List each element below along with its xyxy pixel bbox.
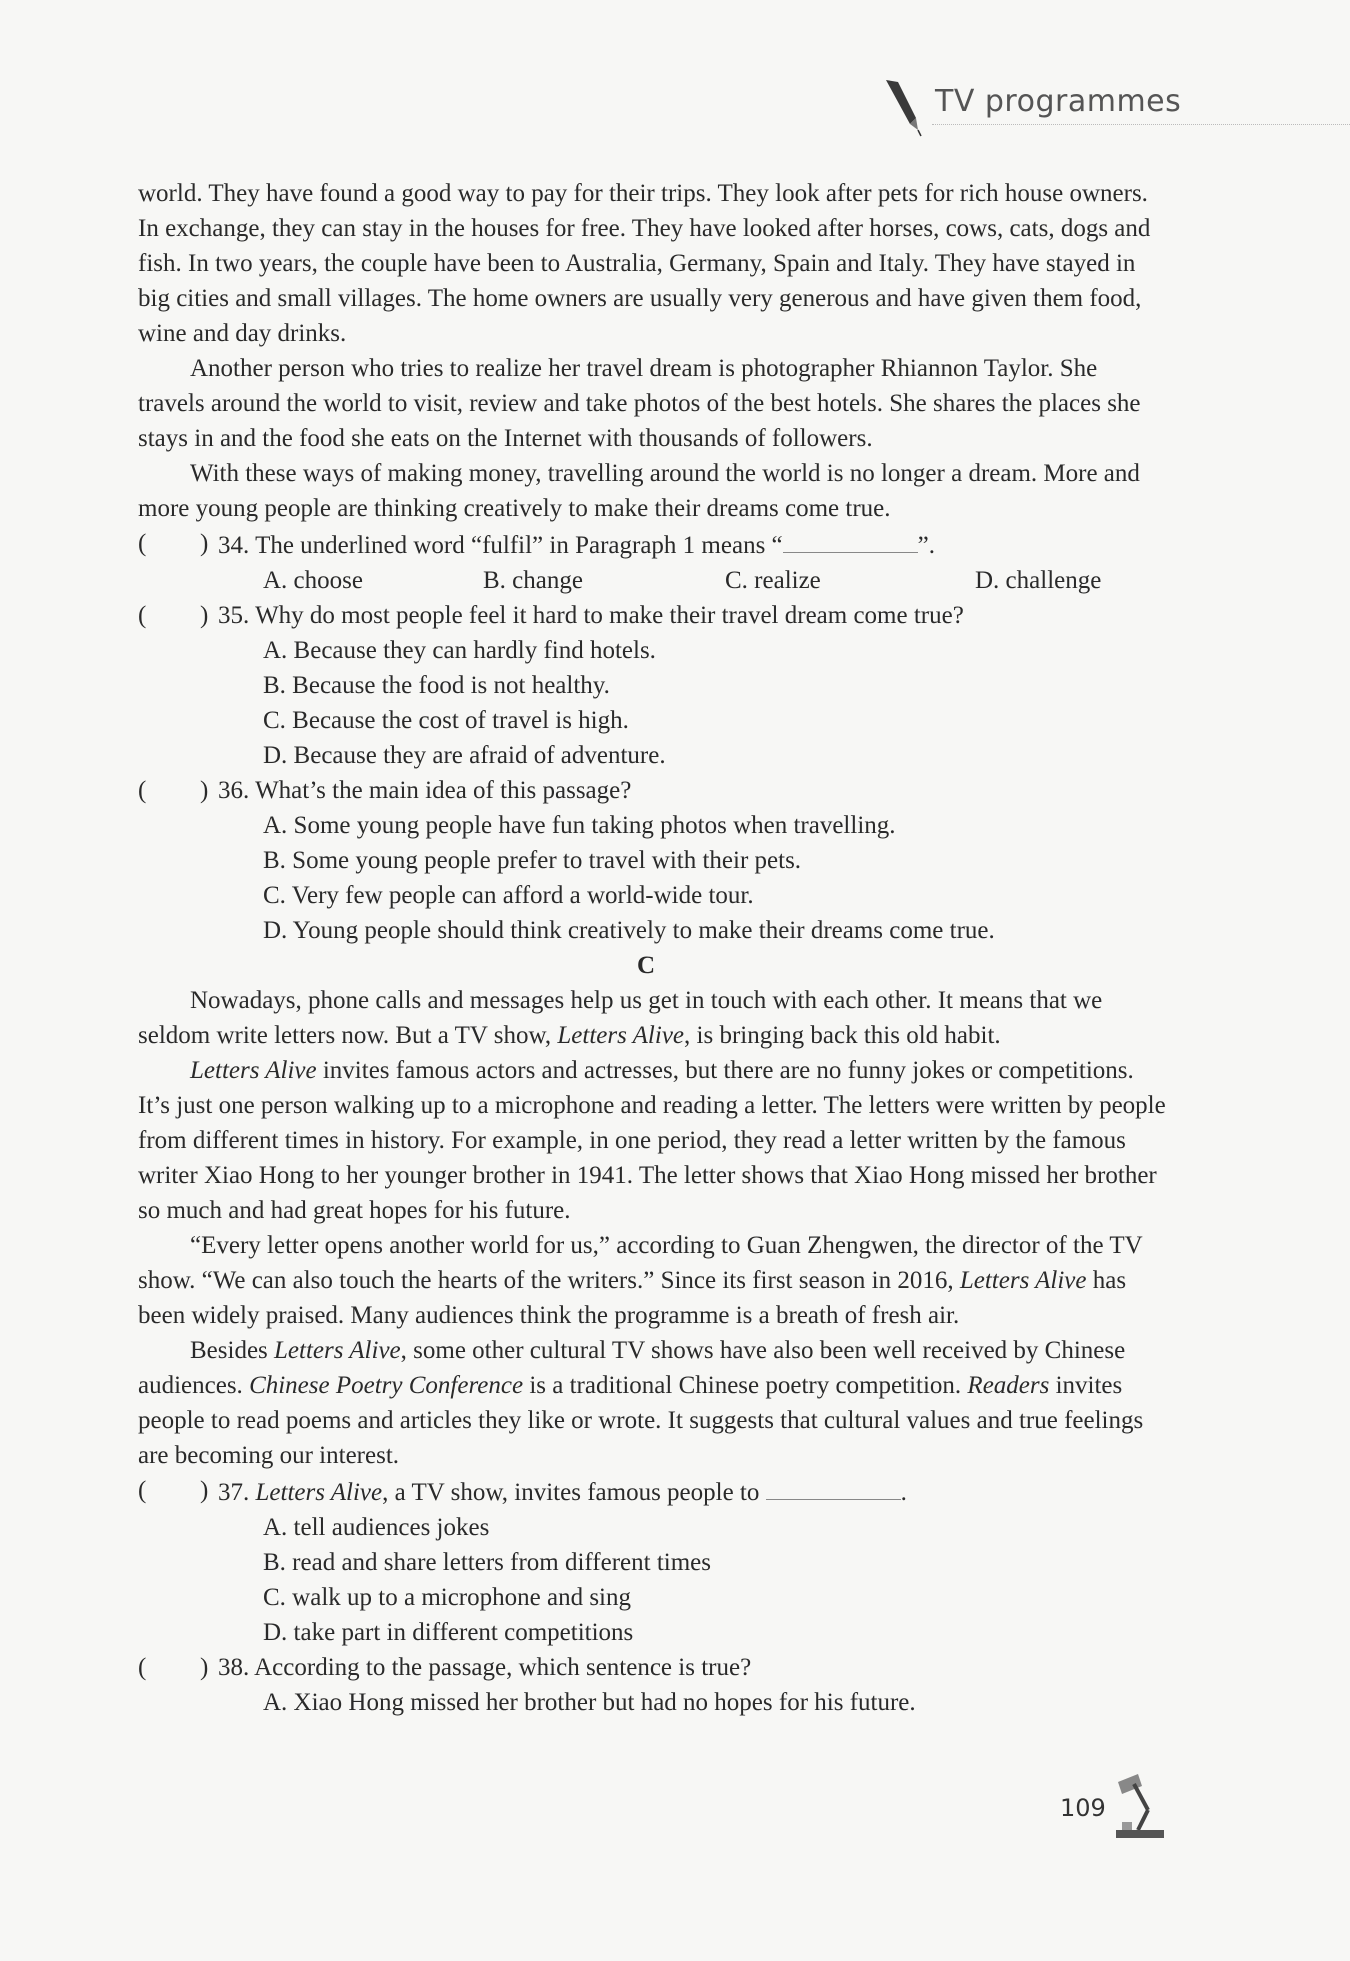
question-text-end: ”. (917, 532, 936, 559)
question-number: 36. (218, 777, 250, 804)
answer-paren-right: ) (200, 530, 209, 557)
answer-paren-left: ( (138, 1477, 147, 1504)
desk-lamp-icon (1108, 1772, 1170, 1844)
question-text: , a TV show, invites famous people to (382, 1479, 766, 1506)
option-a: A. Because they can hardly find hotels. (263, 637, 656, 664)
question-number: 35. (218, 602, 250, 629)
answer-blank (766, 1473, 901, 1500)
option-d: D. Because they are afraid of adventure. (263, 742, 666, 769)
passage-c-paragraph-4: Besides Letters Alive, some other cultural TV shows have also been well received by Chinese audiences. Chinese Poetry Conference is a traditional Chinese poetry competition. Readers invites people to read poems and articles they like or wrote. It suggests that cultural values and true feelings are becoming our interest. (138, 1337, 1144, 1469)
option-a: A. Xiao Hong missed her brother but had no hopes for his future. (263, 1689, 916, 1716)
question-38 (138, 1650, 1168, 1685)
question-34 (138, 526, 1168, 563)
passage-c-paragraph-3: “Every letter opens another world for us,” according to Guan Zhengwen, the director of the TV show. “We can also touch the hearts of the writers.” Since its first season in 2016, Letters Alive has been widely praised. Many audiences think the programme is a breath of fresh air. (138, 1232, 1143, 1329)
section-title: TV programmes (935, 84, 1182, 119)
passage-b-paragraph-3: With these ways of making money, travelling around the world is no longer a dream. More and more young people are thinking creatively to make their dreams come true. (138, 460, 1140, 522)
option-b: B. read and share letters from different times (263, 1549, 711, 1576)
option-b: B. Some young people prefer to travel with their pets. (263, 847, 802, 874)
answer-paren-right: ) (200, 777, 209, 804)
option-a: A. Some young people have fun taking photos when travelling. (263, 812, 896, 839)
question-36 (138, 773, 1168, 808)
page-content (138, 176, 1168, 1720)
page-number: 109 (1060, 1794, 1106, 1822)
option-a: A. choose (263, 567, 363, 594)
question-text: Why do most people feel it hard to make their travel dream come true? (255, 602, 964, 629)
passage-b-paragraph-2: Another person who tries to realize her travel dream is photographer Rhiannon Taylor. She travels around the world to visit, review and take photos of the best hotels. She shares the places she stays in and the food she eats on the Internet with thousands of followers. (138, 355, 1141, 452)
option-c: C. Because the cost of travel is high. (263, 707, 629, 734)
question-text-end: . (900, 1479, 907, 1506)
option-c: C. realize (725, 567, 821, 594)
option-b: B. change (483, 567, 583, 594)
option-d: D. challenge (975, 567, 1102, 594)
answer-paren-left: ( (138, 1654, 147, 1681)
answer-blank (783, 526, 918, 553)
passage-b-paragraph-1: world. They have found a good way to pay for their trips. They look after pets for rich house owners. In exchange, they can stay in the houses for free. They have looked after horses, cows, cats, dogs and fish. In two years, the couple have been to Australia, Germany, Spain and Italy. They have stayed in big cities and small villages. The home owners are usually very generous and have given them food, wine and day drinks. (138, 180, 1151, 347)
question-number: 34. (218, 532, 250, 559)
option-a: A. tell audiences jokes (263, 1514, 490, 1541)
section-c-heading: C (636, 952, 656, 979)
question-text: What’s the main idea of this passage? (255, 777, 632, 804)
question-37 (138, 1473, 1168, 1510)
question-number: 38. (218, 1654, 250, 1681)
pen-icon (880, 78, 930, 140)
answer-paren-right: ) (200, 1654, 209, 1681)
passage-c-paragraph-2: Letters Alive invites famous actors and actresses, but there are no funny jokes or competitions. It’s just one person walking up to a microphone and reading a letter. The letters were written by people from different times in history. For example, in one period, they read a letter written by the famous writer Xiao Hong to her younger brother in 1941. The letter shows that Xiao Hong missed her brother so much and had great hopes for his future. (138, 1057, 1166, 1224)
option-d: D. take part in different competitions (263, 1619, 634, 1646)
answer-paren-right: ) (200, 1477, 209, 1504)
question-text-italic: Letters Alive (255, 1479, 383, 1506)
answer-paren-left: ( (138, 777, 147, 804)
option-c: C. walk up to a microphone and sing (263, 1584, 631, 1611)
header-rule (932, 124, 1350, 125)
answer-paren-left: ( (138, 602, 147, 629)
question-number: 37. (218, 1479, 250, 1506)
answer-paren-left: ( (138, 530, 147, 557)
question-text: According to the passage, which sentence is true? (254, 1654, 752, 1681)
option-b: B. Because the food is not healthy. (263, 672, 610, 699)
question-35 (138, 598, 1168, 633)
page-header (880, 78, 1350, 130)
option-d: D. Young people should think creatively to make their dreams come true. (263, 917, 995, 944)
passage-c-paragraph-1: Nowadays, phone calls and messages help us get in touch with each other. It means that we seldom write letters now. But a TV show, Letters Alive, is bringing back this old habit. (138, 987, 1103, 1049)
answer-paren-right: ) (200, 602, 209, 629)
option-c: C. Very few people can afford a world-wide tour. (263, 882, 754, 909)
question-text: The underlined word “fulfil” in Paragraph 1 means “ (255, 532, 783, 559)
question-34-options (138, 563, 1168, 598)
